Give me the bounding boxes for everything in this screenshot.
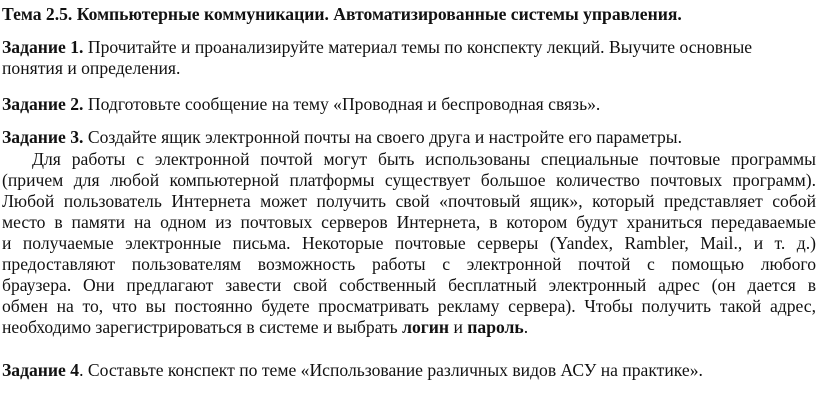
task-3-paragraph-line: (причем для любой компьютерной платформы существует большое количество почтовых программ). <box>2 170 816 190</box>
task-3-paragraph-line: Для работы с электронной почтой могут быть использованы специальные почтовые программы <box>32 149 816 169</box>
task-1-text: Прочитайте и проанализируйте материал темы по конспекту лекций. Выучите основные <box>83 37 753 57</box>
task-2 <box>2 93 816 115</box>
task-3-paragraph-line: предоставляют пользователям возможность работы с электронной почтой с помощью любого <box>2 254 816 274</box>
task-2-label: Задание 2. <box>2 94 84 114</box>
task-2-text: Подготовьте сообщение на тему «Проводная и беспроводная связь». <box>83 94 601 114</box>
task-3-label: Задание 3. <box>2 127 84 147</box>
task-4-text: . Составьте конспект по теме «Использование различных видов АСУ на практике». <box>79 360 703 380</box>
task-1-label: Задание 1. <box>2 37 84 57</box>
page-title: Тема 2.5. Компьютерные коммуникации. Автоматизированные системы управления. <box>2 4 682 24</box>
task-1-line-2: понятия и определения. <box>2 58 181 78</box>
task-4-label: Задание 4 <box>2 360 80 380</box>
task-3 <box>2 126 816 148</box>
task-3-paragraph-line: браузера. Они предлагают завести свой собственный бесплатный электронный адрес (он дается в <box>2 275 816 295</box>
task-3-text: Создайте ящик электронной почты на своего друга и настройте его параметры. <box>83 127 682 147</box>
task-4 <box>2 359 816 381</box>
task-3-last-line <box>2 316 816 338</box>
task-3-paragraph-line: место в памяти на одном из почтовых серверов Интернета, в котором будут храниться передаваемые <box>2 212 816 232</box>
task-3-paragraph-line: обмен на то, что вы постоянно будете просматривать рекламу сервера). Чтобы получить такой адрес, <box>2 296 816 316</box>
login-term: логин <box>402 317 450 337</box>
period: . <box>523 317 529 337</box>
task-3-paragraph-line: Любой пользователь Интернета может получить свой «почтовый ящик», который представляет собой <box>2 191 816 211</box>
conjunction: и <box>449 317 468 337</box>
task-3-paragraph-line: и получаемые электронные письма. Некоторые почтовые серверы (Yandex, Rambler, Mail., и т. д.) <box>2 233 816 253</box>
task-3-last-line-text: необходимо зарегистрироваться в системе и выбрать <box>2 317 403 337</box>
password-term: пароль <box>467 317 524 337</box>
task-1-line-1 <box>2 36 816 58</box>
